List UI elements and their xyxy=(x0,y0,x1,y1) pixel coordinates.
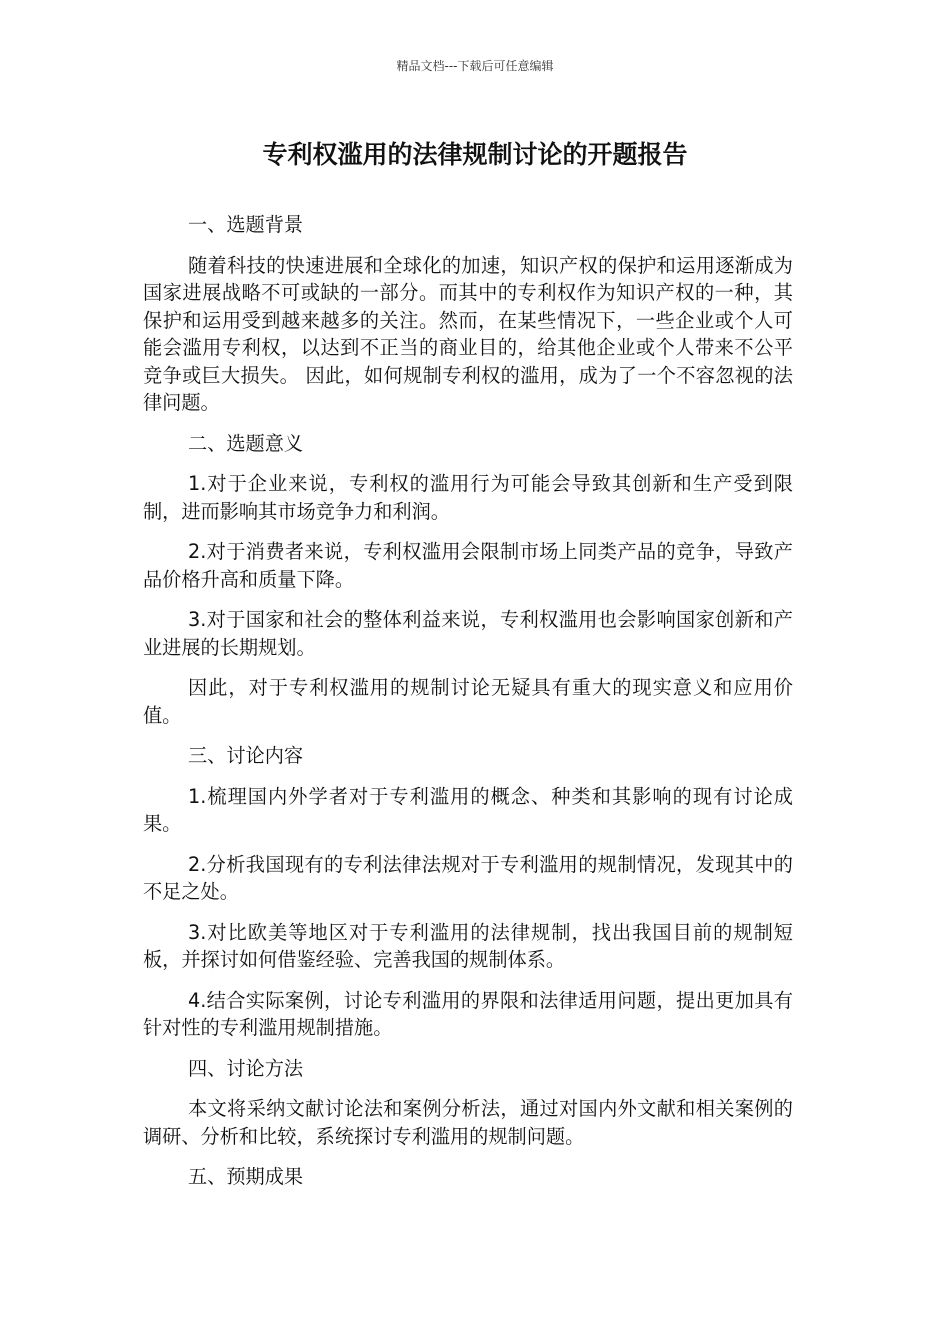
paragraph: 因此，对于专利权滥用的规制讨论无疑具有重大的现实意义和应用价值。 xyxy=(143,676,793,727)
section-heading: 五、预期成果 xyxy=(188,1165,304,1188)
paragraph: 1.对于企业来说，专利权的滥用行为可能会导致其创新和生产受到限制，进而影响其市场竞争力和利润。 xyxy=(143,472,793,523)
page-header-note: 精品文档---下载后可任意编辑 xyxy=(396,59,554,73)
document-body xyxy=(143,211,793,1204)
section-significance xyxy=(143,430,793,730)
paragraph: 3.对于国家和社会的整体利益来说，专利权滥用也会影响国家创新和产业进展的长期规划。 xyxy=(143,608,793,659)
section-heading: 一、选题背景 xyxy=(188,213,304,236)
section-heading: 三、讨论内容 xyxy=(188,744,304,767)
section-expected-results xyxy=(143,1163,793,1191)
paragraph: 本文将采纳文献讨论法和案例分析法，通过对国内外文献和相关案例的调研、分析和比较，系统探讨专利滥用的规制问题。 xyxy=(143,1097,793,1148)
document-title: 专利权滥用的法律规制讨论的开题报告 xyxy=(262,140,688,169)
section-heading: 四、讨论方法 xyxy=(188,1056,304,1080)
paragraph: 1.梳理国内外学者对于专利滥用的概念、种类和其影响的现有讨论成果。 xyxy=(143,784,793,835)
section-method xyxy=(143,1055,793,1151)
paragraph: 2.对于消费者来说，专利权滥用会限制市场上同类产品的竞争，导致产品价格升高和质量下降。 xyxy=(143,540,793,591)
section-heading: 二、选题意义 xyxy=(188,431,304,455)
paragraph: 4.结合实际案例，讨论专利滥用的界限和法律适用问题，提出更加具有针对性的专利滥用规制措施。 xyxy=(143,988,793,1039)
paragraph: 随着科技的快速进展和全球化的加速，知识产权的保护和运用逐渐成为国家进展战略不可或缺的一部分。而其中的专利权作为知识产权的一种，其保护和运用受到越来越多的关注。然而，在某些情况下，一些企业或个人可能会滥用专利权，以达到不正当的商业目的，给其他企业或个人带来不公平竞争或巨大损失。 因此，如何规制专利权的滥用，成为了一个不容忽视的法律问题。 xyxy=(143,253,793,414)
paragraph: 2.分析我国现有的专利法律法规对于专利滥用的规制情况，发现其中的不足之处。 xyxy=(143,852,793,903)
section-background xyxy=(143,211,793,417)
paragraph: 3.对比欧美等地区对于专利滥用的法律规制，找出我国目前的规制短板，并探讨如何借鉴经验、完善我国的规制体系。 xyxy=(143,920,793,971)
section-content xyxy=(143,742,793,1042)
